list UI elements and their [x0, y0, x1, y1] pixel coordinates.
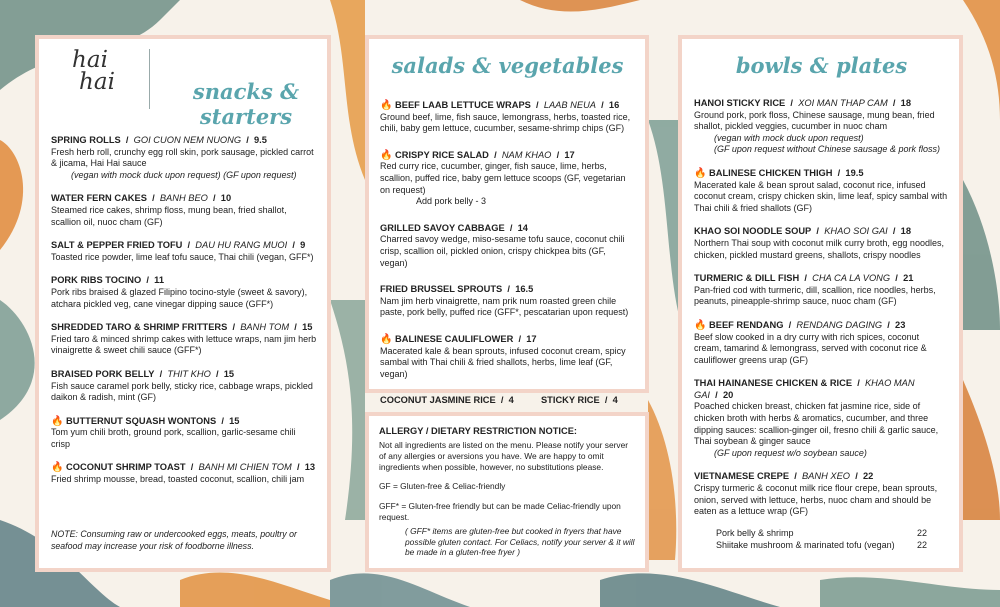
item-header: 🔥 CRISPY RICE SALAD / NAM KHAO / 17: [380, 149, 575, 161]
item-name: BEEF LAAB LETTUCE WRAPS: [395, 100, 531, 110]
item-alt-name: LAAB NEUA: [543, 100, 596, 110]
menu-item: [694, 226, 949, 261]
item-alt-name: NAM KHAO: [501, 149, 552, 160]
item-description: Steamed rice cakes, shrimp floss, mung bean, fried shallot, scallion oil, nuoc cham (GF): [51, 204, 287, 227]
spicy-icon: 🔥: [380, 149, 393, 161]
gf-definition: GF = Gluten-free & Celiac-friendly: [379, 481, 506, 492]
item-header: THAI HAINANESE CHICKEN & RICE / KHAO MAN GAI / 20: [694, 378, 915, 400]
item-price: 15: [223, 368, 235, 379]
spicy-icon: 🔥: [380, 100, 393, 111]
item-alt-name: BANH XEO: [801, 471, 851, 482]
item-header: 🔥 BEEF LAAB LETTUCE WRAPS / LAAB NEUA / 16: [380, 100, 620, 111]
item-note: (GF upon request w/o soybean sauce): [714, 447, 867, 458]
item-header: KHAO SOI NOODLE SOUP / KHAO SOI GAI / 18: [694, 226, 911, 237]
item-name: BEEF RENDANG: [709, 319, 784, 330]
item-name: TURMERIC & DILL FISH: [694, 273, 800, 284]
item-alt-name: GOI CUON NEM NUONG: [133, 135, 242, 145]
item-price: 13: [304, 462, 316, 473]
logo: hai hai: [72, 47, 115, 95]
item-header: BRAISED PORK BELLY / THIT KHO / 15: [51, 368, 235, 379]
item-description: Fried shrimp mousse, bread, toasted coconut, scallion, chili jam: [51, 474, 305, 485]
snacks-list: [51, 135, 317, 486]
salads-panel: [365, 35, 649, 406]
item-description: Poached chicken breast, chicken fat jasmine rice, side of chicken broth with herbs & aromatics, cucumber, and three dipping sauces: scallion-ginger oil, fresno chili & garlic sauce, Thai soybean & ginger sauce: [694, 401, 939, 447]
item-price: 23: [895, 319, 906, 330]
item-name: THAI HAINANESE CHICKEN & RICE: [694, 378, 853, 389]
item-header: SHREDDED TARO & SHRIMP FRITTERS / BANH TOM / 15: [51, 322, 313, 333]
item-options: [694, 527, 949, 551]
menu-item: [694, 98, 949, 156]
item-header: FRIED BRUSSEL SPROUTS / 16.5: [380, 284, 534, 295]
item-header: GRILLED SAVOY CABBAGE / 14: [380, 222, 528, 233]
item-header: HANOI STICKY RICE / XOI MAN THAP CAM / 18: [694, 98, 911, 108]
item-alt-name: BANH TOM: [240, 322, 290, 333]
item-alt-name: DAU HU RANG MUOI: [195, 240, 288, 251]
menu-item: [694, 378, 949, 459]
item-price: 18: [900, 226, 911, 237]
menu-item: [380, 284, 635, 319]
option-price: 22: [916, 527, 927, 538]
item-price: 20: [722, 389, 734, 400]
item-header: PORK RIBS TOCINO / 11: [51, 275, 164, 286]
item-name: KHAO SOI NOODLE SOUP: [694, 226, 812, 237]
item-description: Pan-fried cod with turmeric, dill, scallion, rice noodles, herbs, peanuts, pineapple-shrimp sauce, nuoc cham (GF): [694, 284, 936, 307]
item-header: SALT & PEPPER FRIED TOFU / DAU HU RANG MUOI / 9: [51, 240, 306, 251]
menu-item: [380, 334, 635, 380]
section-title-snacks: snacks & starters: [192, 79, 300, 129]
item-description: Charred savoy wedge, miso-sesame tofu sauce, coconut chili crisp, scallion oil, pickled onion, crispy chickpea bits (GF, vegan): [380, 234, 625, 268]
rice-sides: [380, 395, 635, 405]
item-name: VIETNAMESE CREPE: [694, 471, 790, 482]
item-description: Pork ribs braised & glazed Filipino tocino-style (sweet & savory), atchara pickled veg, cane vinegar dipping sauce (GFF*): [51, 286, 308, 309]
item-description: Ground pork, pork floss, Chinese sausage, mung bean, fried shallot, pickled veggies, cucumber in nuoc cham: [694, 109, 935, 132]
item-price: 19.5: [845, 167, 864, 178]
item-name: HANOI STICKY RICE: [694, 98, 786, 108]
salads-list: [380, 100, 635, 380]
menu-item: [51, 416, 317, 451]
item-name: SALT & PEPPER FRIED TOFU: [51, 240, 183, 251]
option-label: Shiitake mushroom & marinated tofu (vegan): [716, 539, 895, 550]
logo-divider: [149, 49, 150, 109]
item-price: 21: [903, 273, 914, 284]
item-description: Fish sauce caramel pork belly, sticky rice, cabbage wraps, pickled daikon & radish, mint (GF): [51, 380, 313, 403]
item-price: 9: [300, 240, 306, 251]
item-alt-name: CHA CA LA VONG: [812, 273, 891, 284]
spicy-icon: 🔥: [51, 415, 64, 427]
bowls-panel: [678, 35, 963, 572]
item-alt-name: XOI MAN THAP CAM: [798, 98, 888, 108]
item-price: 17: [526, 333, 537, 344]
option-price: 22: [916, 539, 927, 550]
item-name: BUTTERNUT SQUASH WONTONS: [66, 415, 217, 426]
item-name: SHREDDED TARO & SHRIMP FRITTERS: [51, 322, 228, 333]
item-header: 🔥 COCONUT SHRIMP TOAST / BANH MI CHIEN TOM / 13: [51, 462, 316, 474]
item-header: VIETNAMESE CREPE / BANH XEO / 22: [694, 471, 874, 482]
item-description: Northern Thai soup with coconut milk curry broth, egg noodles, chicken, pickled mustard greens, shallots, crispy noodles: [694, 237, 944, 260]
item-description: Ground beef, lime, fish sauce, lemongrass, herbs, toasted rice, chili, baby gem lettuce, cucumber, sesame-shrimp chips (GF): [380, 111, 631, 134]
menu-item: [380, 100, 635, 135]
menu-item: [51, 462, 317, 485]
item-price: 16: [608, 100, 620, 110]
item-header: SPRING ROLLS / GOI CUON NEM NUONG / 9.5: [51, 135, 267, 145]
side-item: STICKY RICE / 4: [540, 395, 618, 406]
item-price: 15: [302, 322, 313, 333]
item-alt-name: RENDANG DAGING: [796, 319, 883, 330]
item-note: (GF upon request without Chinese sausage & pork floss): [714, 144, 940, 155]
item-price: 9.5: [254, 135, 267, 145]
item-alt-name: KHAO MAN GAI: [694, 378, 915, 400]
item-price: 14: [517, 222, 528, 233]
menu-item: [51, 193, 317, 228]
item-alt-name: BANH MI CHIEN TOM: [198, 462, 292, 473]
item-price: 11: [154, 275, 164, 286]
menu-item: [380, 223, 635, 269]
menu-item: [694, 471, 949, 550]
item-price: 17: [564, 149, 575, 160]
item-name: CRISPY RICE SALAD: [395, 149, 489, 160]
item-header: 🔥 BUTTERNUT SQUASH WONTONS / 15: [51, 415, 240, 427]
item-alt-name: THIT KHO: [167, 368, 211, 379]
menu-item: [694, 320, 949, 366]
item-header: 🔥 BALINESE CHICKEN THIGH / 19.5: [694, 167, 864, 179]
item-name: FRIED BRUSSEL SPROUTS: [380, 284, 503, 295]
menu-item: [51, 369, 317, 404]
menu-item: [51, 275, 317, 310]
item-price: 22: [862, 471, 874, 482]
item-description: Nam jim herb vinaigrette, nam prik num roasted green chile paste, pork belly, puffed rice (GFF*, pescatarian upon request): [380, 295, 629, 318]
gff-note: ( GFF* items are gluten-free but cooked in fryers that have possible gluten contact. For Celiacs, notify your server & it will be made in a gluten-free fryer ): [405, 525, 635, 558]
item-header: WATER FERN CAKES / BANH BEO / 10: [51, 193, 232, 204]
item-description: Crispy turmeric & coconut milk rice flour crepe, bean sprouts, onion, served with lettuce, herbs, nuoc cham and should be eaten as a lettuce wrap (GF): [694, 483, 938, 517]
item-alt-name: BANH BEO: [159, 193, 208, 204]
item-price: 18: [900, 98, 911, 108]
item-name: COCONUT SHRIMP TOAST: [66, 462, 186, 473]
spicy-icon: 🔥: [380, 333, 393, 345]
item-header: 🔥 BEEF RENDANG / RENDANG DAGING / 23: [694, 319, 906, 331]
menu-item: [694, 273, 949, 308]
item-name: BALINESE CHICKEN THIGH: [709, 167, 833, 178]
allergy-panel: [365, 412, 649, 572]
item-price: 15: [229, 415, 240, 426]
section-title-bowls: bowls & plates: [735, 53, 908, 78]
item-name: SPRING ROLLS: [51, 135, 121, 145]
snacks-panel: [35, 35, 331, 572]
menu-item: [694, 168, 949, 214]
item-description: Toasted rice powder, lime leaf tofu sauce, Thai chili (vegan, GFF*): [51, 251, 314, 262]
item-name: BRAISED PORK BELLY: [51, 368, 155, 379]
item-description: Fresh herb roll, crunchy egg roll skin, pork sausage, pickled carrot & jicama, Hai Hai sauce: [51, 146, 314, 169]
item-description: Tom yum chili broth, ground pork, scallion, garlic-sesame chili crisp: [51, 427, 296, 449]
spicy-icon: 🔥: [694, 319, 707, 331]
item-name: WATER FERN CAKES: [51, 193, 147, 204]
item-header: 🔥 BALINESE CAULIFLOWER / 17: [380, 333, 537, 345]
item-description: Red curry rice, cucumber, ginger, fish sauce, lime, herbs, scallion, puffed rice, baby gem lettuce scoops (GF, vegetarian on request): [380, 161, 626, 195]
item-name: GRILLED SAVOY CABBAGE: [380, 222, 505, 233]
food-safety-note: NOTE: Consuming raw or undercooked eggs, meats, poultry or seafood may increase your risk of foodborne illness.: [51, 529, 297, 551]
item-price: 10: [220, 193, 232, 204]
gff-definition: GFF* = Gluten-free friendly but can be made Celiac-friendly upon request.: [379, 501, 621, 522]
menu-item: [51, 135, 317, 181]
allergy-title: ALLERGY / DIETARY RESTRICTION NOTICE:: [379, 426, 577, 436]
allergy-text: Not all ingredients are listed on the menu. Please notify your server of any allergies or aversions you have. We are happy to omit ingredients when possible, however, no substitutions please.: [379, 440, 629, 472]
item-header: TURMERIC & DILL FISH / CHA CA LA VONG / 21: [694, 273, 914, 284]
item-name: BALINESE CAULIFLOWER: [395, 333, 514, 344]
menu-item: [51, 322, 317, 357]
side-item: COCONUT JASMINE RICE / 4: [380, 395, 514, 406]
spicy-icon: 🔥: [694, 167, 707, 179]
item-note: (vegan with mock duck upon request) (GF upon request): [71, 169, 297, 180]
item-addon: Add pork belly - 3: [416, 196, 487, 207]
item-name: PORK RIBS TOCINO: [51, 275, 142, 286]
item-description: Macerated kale & bean sprouts, infused coconut cream, spicy sambal with Thai chili & fried shallots, herbs, lime leaf (GF, vegan): [380, 345, 626, 379]
item-description: Macerated kale & bean sprout salad, coconut rice, infused coconut cream, crispy chicken skin, lime leaf, spicy sambal with Thai chili & fried shallots (GF): [694, 179, 948, 213]
spicy-icon: 🔥: [51, 462, 64, 474]
item-description: Fried taro & minced shrimp cakes with lettuce wraps, nam jim herb vinaigrette & sweet chili sauce (GFF*): [51, 333, 317, 356]
item-price: 16.5: [515, 284, 534, 295]
bowls-list: [694, 98, 949, 551]
item-description: Beef slow cooked in a dry curry with rich spices, coconut cream, tamarind & lemongrass, served with coconut rice & cauliflower greens urap (GF): [694, 331, 927, 365]
menu-item: [51, 240, 317, 263]
menu-item: [380, 150, 635, 208]
section-title-salads: salads & vegetables: [391, 53, 624, 78]
item-alt-name: KHAO SOI GAI: [824, 226, 888, 237]
item-note: (vegan with mock duck upon request): [714, 132, 864, 143]
option-label: Pork belly & shrimp: [716, 527, 794, 538]
